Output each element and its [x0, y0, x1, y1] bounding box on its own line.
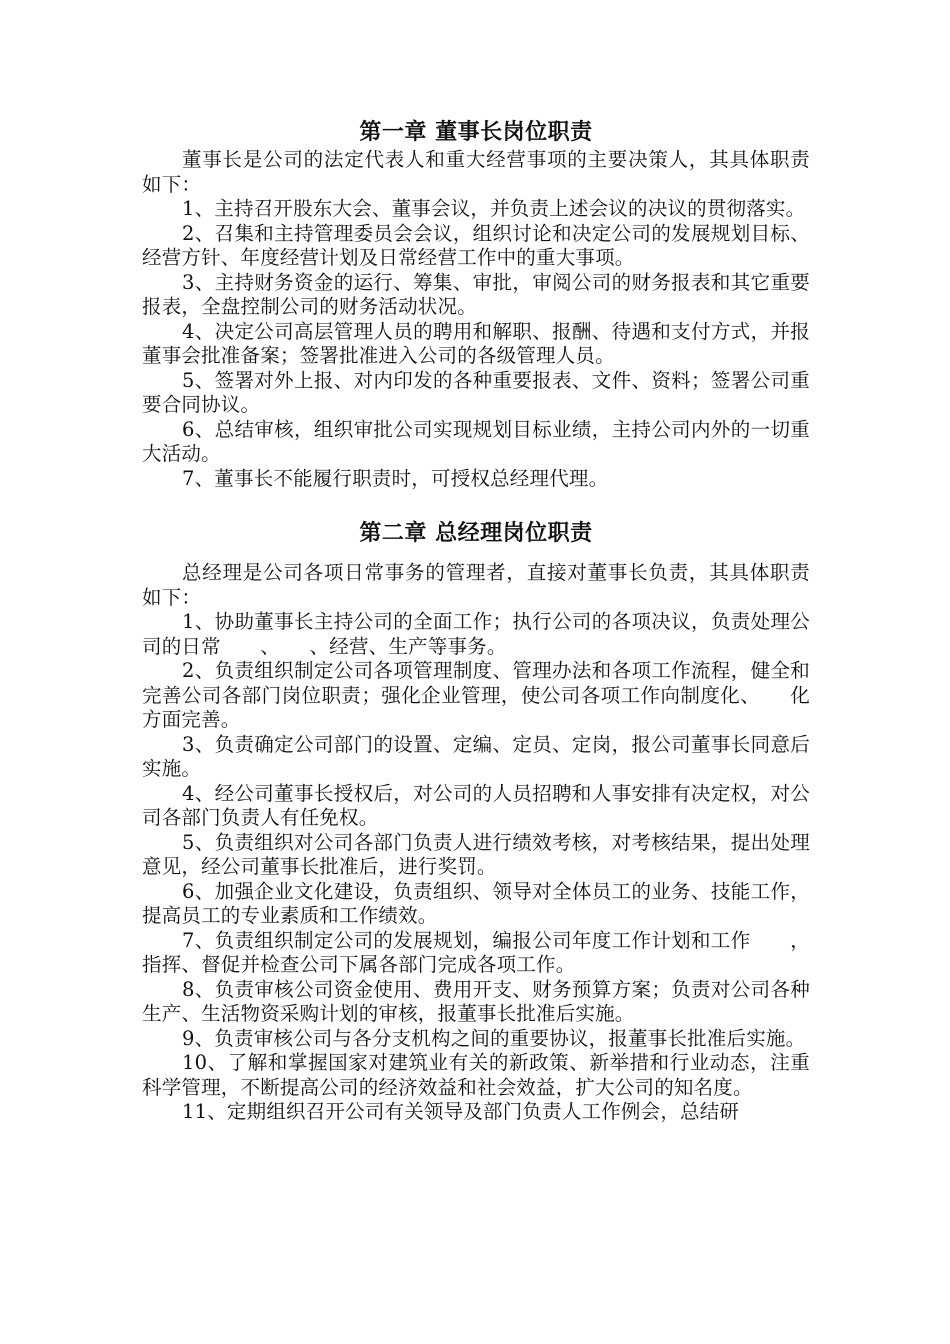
- chapter2-paragraph: 3、负责确定公司部门的设置、定编、定员、定岗，报公司董事长同意后实施。: [142, 732, 810, 780]
- document-page: [142, 118, 810, 1125]
- chapter1-paragraph: 3、主持财务资金的运行、筹集、审批，审阅公司的财务报表和其它重要报表，全盘控制公司的财务活动状况。: [142, 270, 810, 318]
- chapter2-paragraph: 8、负责审核公司资金使用、费用开支、财务预算方案；负责对公司各种生产、生活物资采购计划的审核，报董事长批准后实施。: [142, 977, 810, 1025]
- chapter-1-body: [142, 148, 810, 491]
- chapter1-paragraph: 1、主持召开股东大会、董事会议，并负责上述会议的决议的贯彻落实。: [182, 197, 806, 220]
- chapter2-paragraph: 1、协助董事长主持公司的全面工作；执行公司的各项决议，负责处理公司的日常 、 、经营、生产等事务。: [142, 610, 810, 658]
- chapter2-paragraph: 7、负责组织制定公司的发展规划，编报公司年度工作计划和工作 ，指挥、督促并检查公司下属各部门完成各项工作。: [142, 928, 810, 976]
- chapter2-paragraph: 6、加强企业文化建设，负责组织、领导对全体员工的业务、技能工作，提高员工的专业素质和工作绩效。: [142, 879, 810, 927]
- chapter1-paragraph: 4、决定公司高层管理人员的聘用和解职、报酬、待遇和支付方式，并报董事会批准备案；签署批准进入公司的各级管理人员。: [142, 319, 810, 367]
- chapter2-paragraph: 11、定期组织召开公司有关领导及部门负责人工作例会，总结研: [182, 1100, 740, 1123]
- chapter1-paragraph: 5、签署对外上报、对内印发的各种重要报表、文件、资料；签署公司重要合同协议。: [142, 368, 810, 416]
- chapter1-paragraph: 2、召集和主持管理委员会会议，组织讨论和决定公司的发展规划目标、经营方针、年度经营计划及日常经营工作中的重大事项。: [142, 221, 810, 269]
- chapter2-paragraph: 2、负责组织制定公司各项管理制度、管理办法和各项工作流程，健全和完善公司各部门岗位职责；强化企业管理，使公司各项工作向制度化、 化方面完善。: [142, 659, 810, 731]
- chapter-2-body: [142, 561, 810, 1125]
- chapter-1-title: 第一章 董事长岗位职责: [359, 119, 593, 145]
- chapter1-paragraph: 6、总结审核，组织审批公司实现规划目标业绩，主持公司内外的一切重大活动。: [142, 417, 810, 465]
- chapter2-paragraph: 9、负责审核公司与各分支机构之间的重要协议，报董事长批准后实施。: [182, 1026, 806, 1050]
- chapter2-paragraph: 4、经公司董事长授权后，对公司的人员招聘和人事安排有决定权，对公司各部门负责人有任免权。: [142, 781, 810, 829]
- chapter2-paragraph: 总经理是公司各项日常事务的管理者，直接对董事长负责，其具体职责如下：: [142, 561, 810, 609]
- chapter2-paragraph: 5、负责组织对公司各部门负责人进行绩效考核，对考核结果，提出处理意见，经公司董事长批准后，进行奖罚。: [142, 830, 810, 878]
- chapter2-paragraph: 10、了解和掌握国家对建筑业有关的新政策、新举措和行业动态，注重科学管理，不断提高公司的经济效益和社会效益，扩大公司的知名度。: [142, 1051, 810, 1099]
- chapter-2-title: 第二章 总经理岗位职责: [359, 520, 593, 546]
- chapter1-paragraph: 董事长是公司的法定代表人和重大经营事项的主要决策人，其具体职责如下：: [142, 148, 810, 196]
- chapter1-paragraph: 7、董事长不能履行职责时，可授权总经理代理。: [182, 466, 609, 490]
